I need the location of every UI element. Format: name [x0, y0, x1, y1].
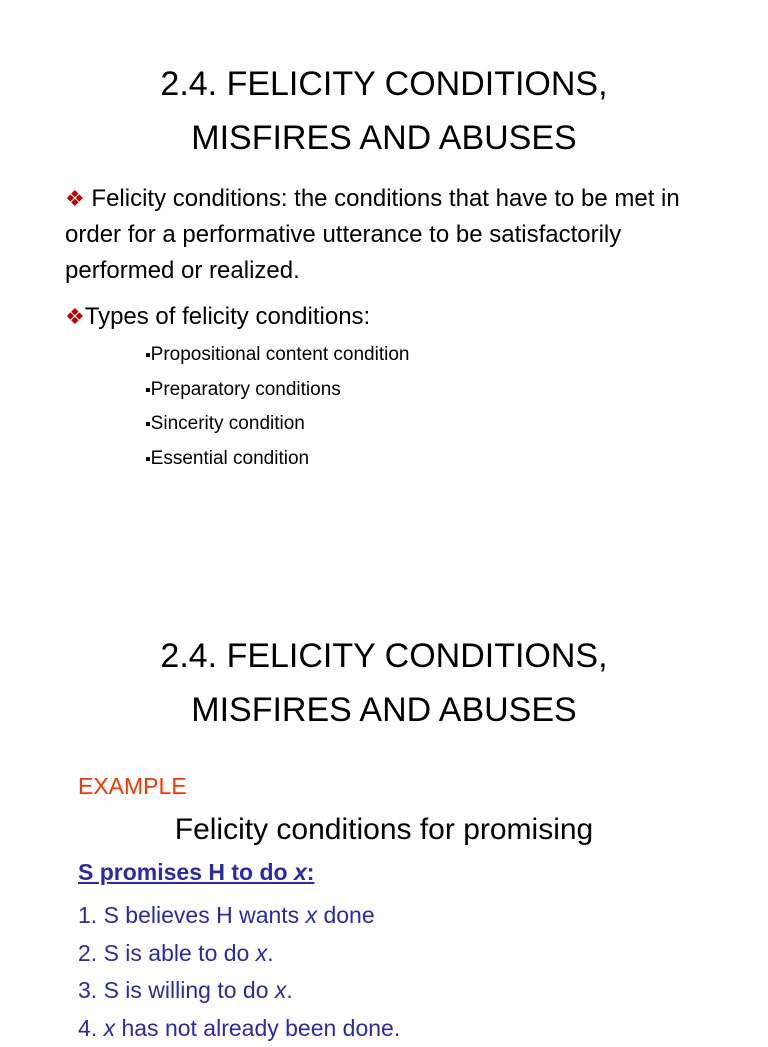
example-label: EXAMPLE: [78, 773, 187, 800]
list-item: 4. x has not already been done.: [78, 1010, 400, 1047]
slide-title: [0, 575, 768, 737]
types-bullet: [65, 299, 715, 335]
list-item: 1. S believes H wants x done: [78, 897, 400, 935]
slide-2: [0, 575, 768, 1024]
slide-title-line-1: 2.4. FELICITY CONDITIONS,: [0, 57, 768, 111]
definition-text: Felicity conditions: the conditions that have to be met in order for a performative utterance to be satisfactorily performed or realized.: [65, 185, 680, 284]
slide-title-line-2: MISFIRES AND ABUSES: [0, 111, 768, 165]
slide-title: [0, 0, 768, 165]
list-item: 2. S is able to do x.: [78, 935, 400, 973]
diamond-bullet-icon: ❖: [65, 299, 85, 335]
list-item: ▪ Preparatory conditions: [145, 373, 409, 408]
slide-title-line-1: 2.4. FELICITY CONDITIONS,: [0, 629, 768, 683]
list-item: ▪ Propositional content condition: [145, 338, 409, 373]
slide-title-line-2: MISFIRES AND ABUSES: [0, 683, 768, 737]
diamond-bullet-icon: ❖: [65, 181, 85, 217]
section-subheading: Felicity conditions for promising: [0, 813, 768, 847]
definition-bullet: [65, 181, 715, 289]
list-item: ▪ Sincerity condition: [145, 407, 409, 442]
types-text: Types of felicity conditions:: [85, 303, 370, 330]
promise-heading: S promises H to do x:: [78, 859, 314, 886]
list-item: ▪ Essential condition: [145, 442, 409, 477]
condition-types-list: [145, 338, 409, 476]
list-item: 3. S is willing to do x.: [78, 972, 400, 1010]
promising-conditions-list: [78, 897, 400, 1047]
